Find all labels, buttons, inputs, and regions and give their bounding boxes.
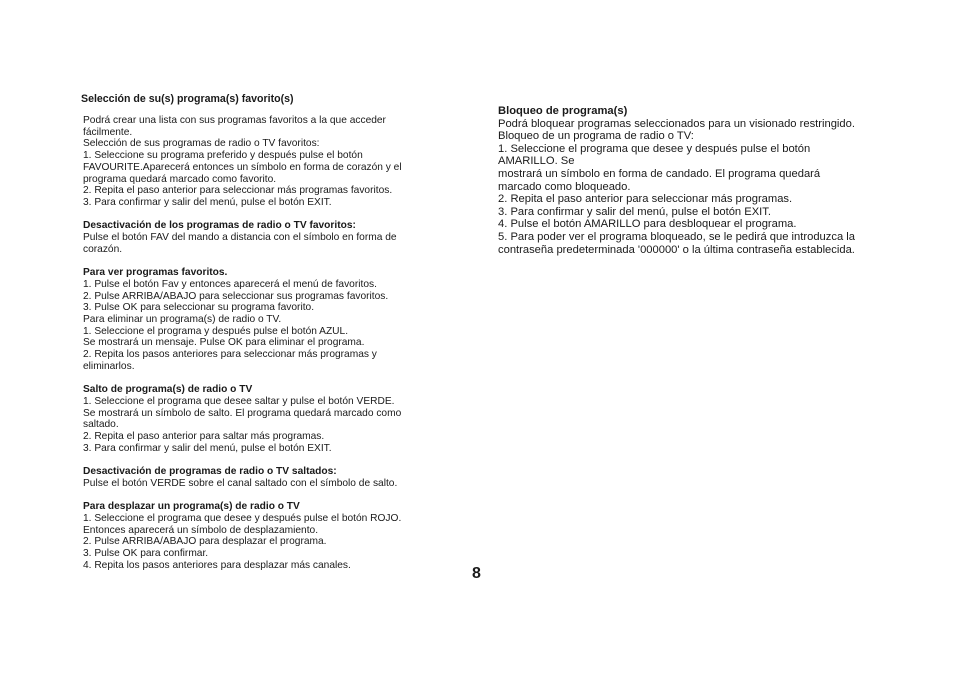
spacer	[83, 255, 443, 267]
text-line: programa quedará marcado como favorito.	[83, 173, 277, 185]
left-column	[83, 115, 443, 571]
text-line: 4. Pulse el botón AMARILLO para desbloquear el programa.	[498, 218, 797, 231]
subheading-deactivate-favorites: Desactivación de los programas de radio o TV favoritos:	[83, 220, 356, 232]
text-line: Se mostrará un mensaje. Pulse OK para eliminar el programa.	[83, 337, 365, 349]
text-line: 1. Seleccione el programa que desee saltar y pulse el botón VERDE.	[83, 395, 395, 407]
text-line: Pulse el botón VERDE sobre el canal saltado con el símbolo de salto.	[83, 477, 398, 489]
text-line: 3. Para confirmar y salir del menú, pulse el botón EXIT.	[498, 205, 771, 218]
text-line: 2. Pulse ARRIBA/ABAJO para seleccionar sus programas favoritos.	[83, 290, 389, 302]
text-line: 1. Seleccione el programa que desee y después pulse el botón ROJO.	[83, 512, 402, 524]
text-line: corazón.	[83, 243, 123, 255]
subheading-skip: Salto de programa(s) de radio o TV	[83, 384, 253, 396]
text-line: contraseña predeterminada '000000' o la última contraseña establecida.	[498, 243, 855, 256]
text-line: 3. Pulse OK para confirmar.	[83, 547, 209, 559]
text-line: 2. Repita el paso anterior para seleccionar más programas.	[498, 193, 793, 206]
spacer	[83, 454, 443, 466]
text-line: Para eliminar un programa(s) de radio o TV.	[83, 313, 282, 325]
text-line: 3. Para confirmar y salir del menú, pulse el botón EXIT.	[83, 442, 332, 454]
text-line: mostrará un símbolo en forma de candado. El programa quedará	[498, 167, 821, 180]
text-line: Podrá bloquear programas seleccionados para un visionado restringido.	[498, 117, 855, 130]
text-line: fácilmente.	[83, 126, 133, 138]
subheading-move: Para desplazar un programa(s) de radio o TV	[83, 501, 300, 513]
right-column	[498, 105, 898, 256]
spacer	[83, 489, 443, 501]
text-line: 4. Repita los pasos anteriores para desplazar más canales.	[83, 559, 351, 571]
section-title-lock: Bloqueo de programa(s)	[498, 105, 628, 117]
subheading-deactivate-skip: Desactivación de programas de radio o TV saltados:	[83, 466, 337, 478]
text-line: 5. Para poder ver el programa bloqueado, se le pedirá que introduzca la	[498, 230, 855, 243]
text-line: Pulse el botón FAV del mando a distancia con el símbolo en forma de	[83, 232, 397, 244]
text-line: Se mostrará un símbolo de salto. El programa quedará marcado como	[83, 407, 402, 419]
text-line: 1. Pulse el botón Fav y entonces aparecerá el menú de favoritos.	[83, 278, 377, 290]
text-line: 1. Seleccione el programa que desee y después pulse el botón	[498, 142, 811, 155]
text-line: Bloqueo de un programa de radio o TV:	[498, 130, 694, 143]
text-line: Podrá crear una lista con sus programas favoritos a la que acceder	[83, 115, 386, 126]
text-line: 1. Seleccione su programa preferido y después pulse el botón	[83, 150, 363, 162]
section-title-favorites: Selección de su(s) programa(s) favorito(s)	[81, 93, 294, 105]
text-line: 3. Pulse OK para seleccionar su programa favorito.	[83, 302, 315, 314]
spacer	[83, 372, 443, 384]
text-line: 1. Seleccione el programa y después pulse el botón AZUL.	[83, 325, 349, 337]
text-line: 2. Pulse ARRIBA/ABAJO para desplazar el programa.	[83, 536, 327, 548]
spacer	[83, 209, 443, 221]
text-line: Selección de sus programas de radio o TV favoritos:	[83, 138, 320, 150]
subheading-view-favorites: Para ver programas favoritos.	[83, 267, 228, 279]
text-line: 3. Para confirmar y salir del menú, pulse el botón EXIT.	[83, 196, 332, 208]
text-line: saltado.	[83, 419, 119, 431]
text-line: 2. Repita el paso anterior para seleccionar más programas favoritos.	[83, 185, 393, 197]
text-line: eliminarlos.	[83, 360, 135, 372]
text-line: AMARILLO. Se	[498, 155, 575, 168]
text-line: FAVOURITE.Aparecerá entonces un símbolo en forma de corazón y el	[83, 161, 402, 173]
text-line: marcado como bloqueado.	[498, 180, 631, 193]
page-number: 8	[472, 565, 481, 582]
text-line: Entonces aparecerá un símbolo de desplazamiento.	[83, 524, 319, 536]
text-line: 2. Repita el paso anterior para saltar más programas.	[83, 430, 325, 442]
text-line: 2. Repita los pasos anteriores para seleccionar más programas y	[83, 349, 377, 361]
